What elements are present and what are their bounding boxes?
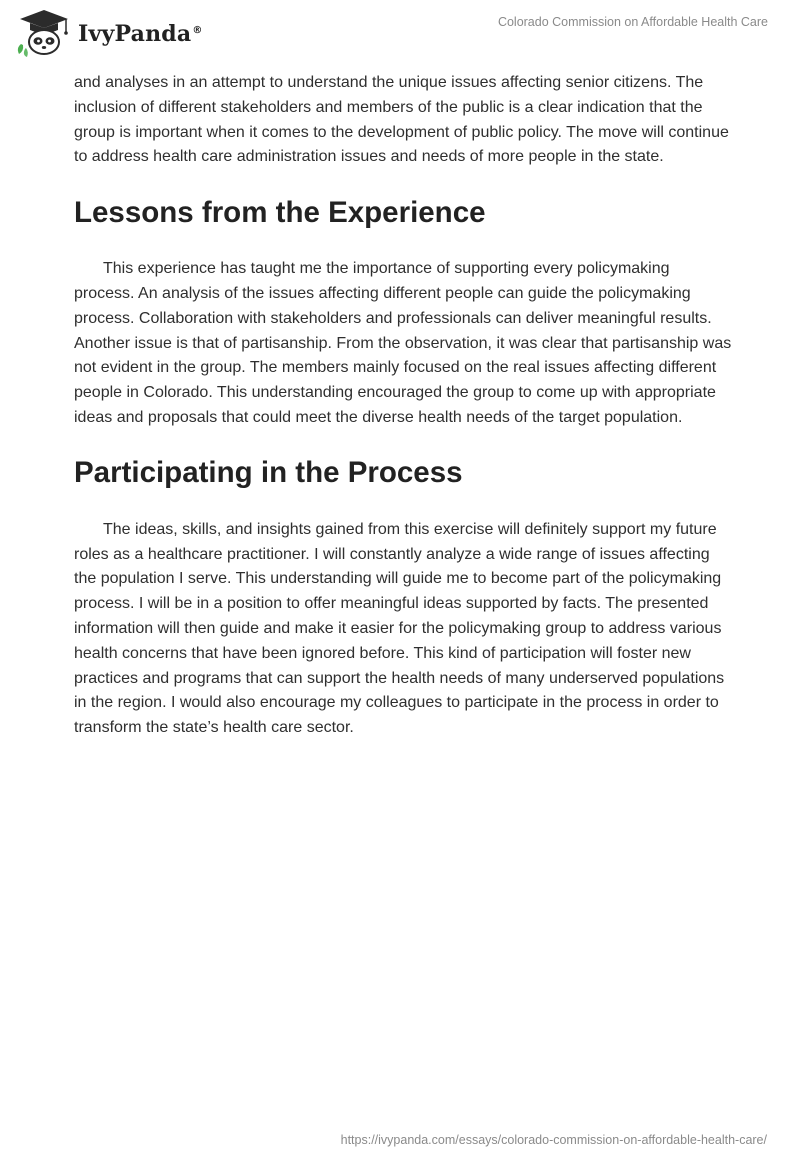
- logo-wordmark: IvyPanda®: [78, 21, 203, 47]
- page-header: [0, 0, 800, 70]
- section-paragraph-participating: The ideas, skills, and insights gained from this exercise will definitely support my future roles as a healthcare practitioner. I will constantly analyze a wide range of issues affecting the population I serve. This understanding will guide me to become part of the policymaking process. I will be in a position to offer meaningful ideas supported by facts. The presented information will then guide and make it easier for the policymaking group to address various health concerns that have been ignored before. This kind of participation will foster new practices and programs that can support the health needs of many underserved populations in the region. I would also encourage my colleagues to participate in the process in order to transform the state’s health care sector.: [74, 520, 725, 737]
- footer-source-link[interactable]: https://ivypanda.com/essays/colorado-commission-on-affordable-health-care/: [340, 1133, 767, 1147]
- intro-paragraph: and analyses in an attempt to understand the unique issues affecting senior citizens. The inclusion of different stakeholders and members of the public is a clear indication that the group is important when it comes to the development of public policy. The move will continue to address health care administration issues and needs of more people in the state.: [74, 74, 729, 166]
- section-heading-lessons: Lessons from the Experience: [74, 196, 486, 230]
- section-heading-participating: Participating in the Process: [74, 455, 463, 489]
- section-paragraph-lessons: This experience has taught me the importance of supporting every policymaking process. An analysis of the issues affecting different people can guide the policymaking process. Collaboration with stakeholders and professionals can deliver meaningful results. Another issue is that of partisanship. From the observation, it was clear that partisanship was not evident in the group. The members mainly focused on the real issues affecting different people in Colorado. This understanding encouraged the group to come up with appropriate ideas and proposals that could meet the diverse health needs of the target population.: [74, 260, 732, 426]
- document-title: Colorado Commission on Affordable Health Care: [497, 15, 768, 29]
- ivypanda-logo[interactable]: [14, 8, 203, 58]
- panda-graduate-icon: [14, 8, 74, 58]
- essay-body: [74, 71, 734, 741]
